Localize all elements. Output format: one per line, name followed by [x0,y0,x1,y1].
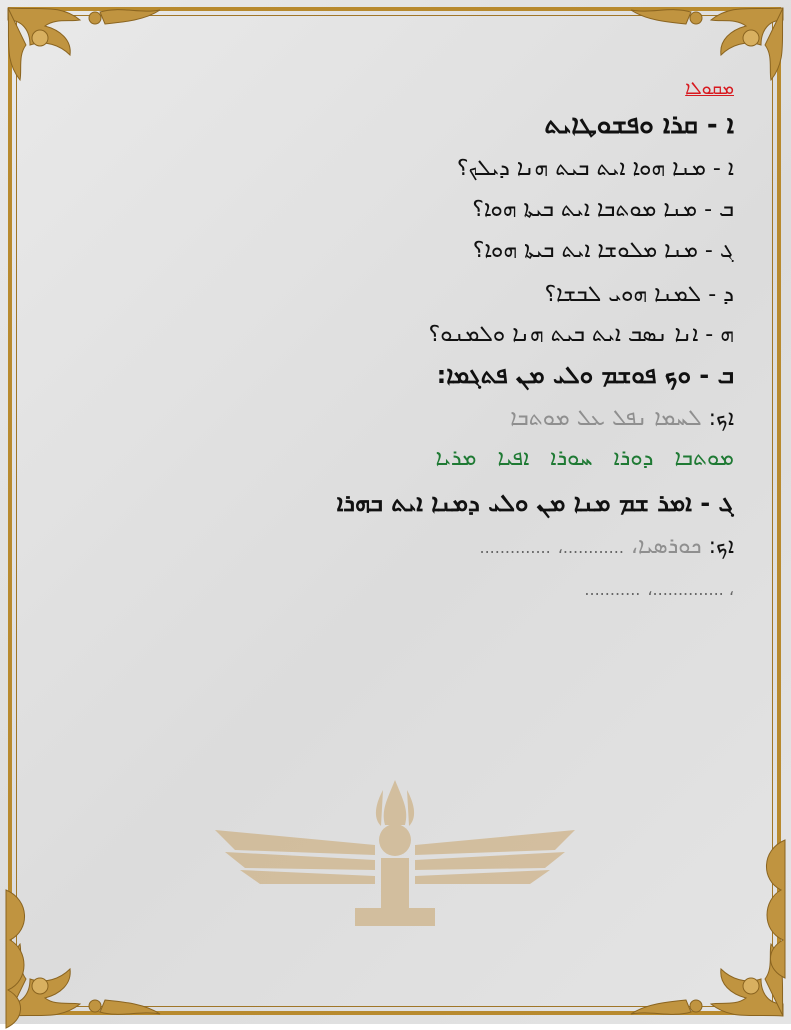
word-bank-item: ܐܦܝܐ [497,446,530,471]
exercise-title: ܐ - ܩܪܐ ܘܦܫܘܛܐܝܬ [544,110,734,140]
answer-blank[interactable]: ............، [557,538,624,557]
answer-blank-line [584,574,734,605]
question-4: ܕ - ܠܡܢܐ ܗܘܝ ܠܒܫܐ؟ [544,282,734,307]
question-1: ܐ - ܡܢܐ ܗܘܐ ܐܝܬ ܒܝܬ ܗܢܐ ܕܝܠܟ؟ [456,156,734,181]
word-bank-item: ܚܘܪܐ [550,446,593,471]
example-sentence [510,404,734,434]
section-heading: ܡܩܘܠܐ [685,78,734,99]
word-bank-item: ܡܘܬܒܐ [674,446,734,471]
side-scroll-ornament-icon [0,880,40,1030]
side-scroll-ornament-icon [751,830,791,980]
word-bank [436,444,734,474]
word-bank-item: ܕܘܪܐ [613,446,654,471]
example-answer-line [480,532,735,563]
example-text: ܠܚܡܐ ܢܦܠ ܥܠ ܡܘܬܒܐ [510,406,702,431]
winged-emblem-watermark-icon [205,770,585,930]
question-5: ܗ - ܐܢܐ ܢܣܒ ܐܝܬ ܒܝܬ ܗܢܐ ܘܠܡܢܘ؟ [428,322,734,347]
section-2-heading: ܒ - ܘܟ ܦܘܫܡ ܘܠܝ ܡܢ ܦܬܓܡܐ: [436,361,734,389]
example-label: ܐܟ: [708,406,734,431]
corner-ornament-icon [0,0,170,90]
question-2: ܒ - ܡܢܐ ܡܘܬܒܐ ܐܝܬ ܒܝܬܐ ܗܘܐ؟ [472,197,734,222]
word-bank-item: ܡܪܝܐ [435,446,477,471]
answer-blank[interactable]: ........... [584,580,641,599]
example2-answer: ܟܘܪܣܝܐ، [630,534,702,559]
answer-blank[interactable]: ، ..............، [647,580,734,599]
section-3-heading: ܓ - ܐܡܪ ܫܡ ܡܢܐ ܡܢ ܘܠܝ ܕܡܢܐ ܐܝܬ ܒܗܪܐ [336,489,734,517]
example2-label: ܐܟ: [708,534,734,559]
question-3: ܓ - ܡܢܐ ܡܠܘܫܐ ܐܝܬ ܒܝܬܐ ܗܘܐ؟ [472,238,734,263]
answer-blank[interactable]: .............. [479,538,551,557]
